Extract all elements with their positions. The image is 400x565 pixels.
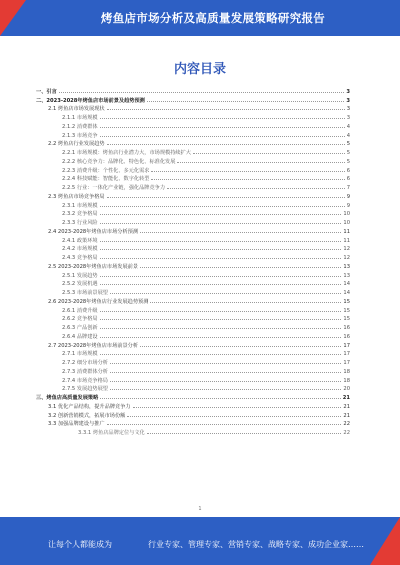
toc-entry-label: 2.4 2023-2028年烤鱼店市场分析预测 <box>48 228 139 235</box>
toc-entry[interactable] <box>36 349 350 358</box>
toc-entry[interactable] <box>36 287 350 296</box>
footer-roles: 行业专家、管理专家、营销专家、战略专家、成功企业家…… <box>148 540 364 549</box>
toc-dot-leader <box>140 232 341 233</box>
toc-dot-leader <box>100 337 342 338</box>
toc-dot-leader <box>100 206 345 207</box>
toc-entry-label: 3.3 加强品牌建设与推广 <box>48 421 105 428</box>
toc-entry-page: 22 <box>343 421 350 428</box>
toc-dot-leader <box>140 267 341 268</box>
footer-slogan: 让每个人都能成为 <box>48 540 112 549</box>
toc-entry[interactable] <box>36 384 350 393</box>
toc-entry-label: 3.2 创新营销模式，拓展市场份额 <box>48 412 126 419</box>
toc-dot-leader <box>147 101 345 102</box>
toc-dot-leader <box>193 153 345 154</box>
toc-entry-label: 二、2023-2028年烤鱼店市场前景及趋势预测 <box>36 97 145 104</box>
toc-dot-leader <box>100 276 342 277</box>
toc-entry[interactable] <box>36 182 350 191</box>
toc-dot-leader <box>177 162 344 163</box>
toc-entry-label: 2.5 2023-2028年烤鱼店市场发展前景 <box>48 263 139 270</box>
page-footer <box>0 517 400 565</box>
toc-entry[interactable] <box>36 156 350 165</box>
toc-entry[interactable] <box>36 130 350 139</box>
toc-entry[interactable] <box>36 366 350 375</box>
toc-entry[interactable] <box>36 252 350 261</box>
toc-dot-leader <box>107 144 345 145</box>
toc-dot-leader <box>107 424 342 425</box>
toc-entry-label: 2.7.3 消费群体分析 <box>62 368 108 375</box>
toc-entry[interactable] <box>36 375 350 384</box>
toc-entry-page: 16 <box>343 333 350 340</box>
toc-entry-page: 21 <box>343 403 350 410</box>
toc-entry-label: 2.3.3 行业风险 <box>62 220 98 226</box>
toc-entry[interactable] <box>36 427 350 436</box>
toc-entry-label: 2.4.3 竞争格局 <box>62 255 98 261</box>
toc-entry[interactable] <box>36 165 350 174</box>
toc-entry[interactable] <box>36 104 350 113</box>
toc-entry-page: 9 <box>346 193 350 200</box>
toc-dot-leader <box>100 136 345 137</box>
toc-entry-page: 13 <box>343 263 350 270</box>
toc-entry-label: 一、引言 <box>36 88 57 95</box>
toc-dot-leader <box>100 354 342 355</box>
toc-dot-leader <box>100 118 345 119</box>
toc-dot-leader <box>151 171 344 172</box>
toc-entry[interactable] <box>36 226 350 235</box>
toc-entry-page: 21 <box>343 412 350 419</box>
toc-entry-page: 13 <box>343 272 350 279</box>
toc-entry-page: 3 <box>346 106 350 113</box>
toc-dot-leader <box>110 372 341 373</box>
toc-entry-label: 2.6 2023-2028年烤鱼店行业发展趋势预测 <box>48 298 149 305</box>
toc-entry-label: 2.7.1 市场规模 <box>62 351 98 358</box>
toc-entry[interactable] <box>36 147 350 156</box>
toc-entry-label: 2.7 2023-2028年烤鱼店市场前景分析 <box>48 342 139 349</box>
toc-entry-label: 2.2.2 核心竞争力：品牌化、特色化、标准化发展 <box>62 158 176 165</box>
toc-entry[interactable] <box>36 279 350 288</box>
toc-entry-page: 5 <box>346 141 350 148</box>
toc-entry[interactable] <box>36 244 350 253</box>
toc-entry[interactable] <box>36 200 350 209</box>
toc-entry-page: 14 <box>343 281 350 288</box>
toc-dot-leader <box>140 346 341 347</box>
toc-entry-label: 2.1.3 市场竞争 <box>62 132 98 139</box>
toc-entry[interactable] <box>36 95 350 104</box>
toc-dot-leader <box>110 381 341 382</box>
toc-entry-page: 6 <box>346 167 350 174</box>
toc-entry-page: 17 <box>343 351 350 358</box>
toc-entry[interactable] <box>36 296 350 305</box>
toc-dot-leader <box>100 284 342 285</box>
toc-entry-page: 18 <box>343 368 350 375</box>
toc-entry-page: 18 <box>343 377 350 384</box>
toc-entry-page: 16 <box>343 325 350 331</box>
toc-dot-leader <box>59 92 345 93</box>
toc-entry-page: 22 <box>343 430 350 436</box>
toc-dot-leader <box>107 197 345 198</box>
toc-entry-page: 5 <box>346 150 350 156</box>
toc-entry-page: 4 <box>346 132 350 139</box>
toc-entry-label: 2.2.5 行业：一体化产业链，强化品牌竞争力 <box>62 185 166 191</box>
toc-dot-leader <box>167 188 345 189</box>
toc-dot-leader <box>110 389 341 390</box>
toc-entry-label: 2.1 烤鱼店市场发展现状 <box>48 106 105 113</box>
toc-entry-label: 2.6.1 消费升级 <box>62 307 98 314</box>
toc-dot-leader <box>100 214 342 215</box>
toc-entry-page: 7 <box>346 185 350 191</box>
toc-dot-leader <box>100 258 342 259</box>
toc-entry-label: 2.3 烤鱼店市场竞争格局 <box>48 193 105 200</box>
toc-entry-label: 2.4.1 政策环境 <box>62 237 98 244</box>
toc-entry[interactable] <box>36 340 350 349</box>
toc-entry-label: 三、烤鱼店高质量发展策略 <box>36 395 99 401</box>
toc-entry[interactable] <box>36 322 350 331</box>
toc-dot-leader <box>100 127 345 128</box>
toc-entry-label: 2.6.3 产品创新 <box>62 325 98 331</box>
toc-entry-label: 2.7.5 发展趋势展望 <box>62 386 108 393</box>
toc-entry[interactable] <box>36 209 350 218</box>
toc-dot-leader <box>100 319 342 320</box>
toc-heading: 内容目录 <box>173 62 226 77</box>
toc-entry-label: 2.6.4 品牌建设 <box>62 333 98 340</box>
toc-entry[interactable] <box>36 217 350 226</box>
toc-entry-page: 10 <box>343 211 350 218</box>
toc-entry-page: 3 <box>346 97 350 104</box>
toc-entry[interactable] <box>36 235 350 244</box>
toc-entry[interactable] <box>36 174 350 183</box>
toc-dot-leader <box>147 433 342 434</box>
toc-entry[interactable] <box>36 261 350 270</box>
toc-entry-label: 2.3.1 市场规模 <box>62 202 98 209</box>
toc-dot-leader <box>100 398 341 399</box>
toc-entry-page: 11 <box>343 237 350 244</box>
toc-entry[interactable] <box>36 331 350 340</box>
toc-entry[interactable] <box>36 121 350 130</box>
toc-dot-leader <box>150 302 341 303</box>
toc-dot-leader <box>100 311 342 312</box>
toc-dot-leader <box>110 293 341 294</box>
toc-entry-page: 10 <box>343 220 350 226</box>
header-red-triangle <box>0 0 26 36</box>
toc-entry-page: 6 <box>346 176 350 183</box>
toc-entry-page: 3 <box>346 115 350 121</box>
toc-entry[interactable] <box>36 314 350 323</box>
toc-entry-label: 2.7.2 细分市场分析 <box>62 360 108 366</box>
toc-dot-leader <box>110 363 341 364</box>
toc-entry-label: 3.1 优化产品结构，提升品牌竞争力 <box>48 403 131 410</box>
toc-entry-page: 5 <box>346 158 350 165</box>
toc-entry-page: 15 <box>343 316 350 323</box>
toc-entry-page: 12 <box>343 255 350 261</box>
report-title: 烤鱼店市场分析及高质量发展策略研究报告 <box>100 11 326 25</box>
toc-entry-page: 11 <box>343 228 350 235</box>
toc-entry-label: 2.3.2 竞争格局 <box>62 211 98 218</box>
toc-entry-label: 2.5.3 市场前景展望 <box>62 290 108 296</box>
footer-red-triangle <box>370 517 400 565</box>
toc-entry-label: 3.3.1 烤鱼店品牌定位与文化 <box>78 430 145 436</box>
toc-dot-leader <box>151 179 344 180</box>
toc-entry[interactable] <box>36 410 350 419</box>
toc-entry-page: 14 <box>343 290 350 296</box>
toc-entry-page: 15 <box>343 307 350 314</box>
toc-entry-label: 2.2.1 市场规模：烤鱼店行业潜力大，市场规模持续扩大 <box>62 150 191 156</box>
page-header <box>0 0 400 36</box>
toc-entry-label: 2.1.2 消费群体 <box>62 123 98 130</box>
toc-entry-page: 17 <box>343 360 350 366</box>
toc-entry-page: 3 <box>346 88 350 95</box>
page-number: 1 <box>198 506 202 512</box>
table-of-contents <box>36 86 350 436</box>
toc-entry-page: 15 <box>343 298 350 305</box>
toc-dot-leader <box>107 109 345 110</box>
toc-entry-page: 21 <box>342 395 350 401</box>
toc-dot-leader <box>133 407 342 408</box>
toc-entry[interactable] <box>36 191 350 200</box>
toc-entry-label: 2.5.2 发展机遇 <box>62 281 98 288</box>
toc-entry[interactable] <box>36 419 350 428</box>
toc-dot-leader <box>100 241 342 242</box>
toc-entry-page: 9 <box>346 202 350 209</box>
toc-entry-label: 2.2 烤鱼店行业发展趋势 <box>48 141 105 148</box>
toc-entry[interactable] <box>36 392 350 401</box>
toc-entry[interactable] <box>36 112 350 121</box>
toc-entry-page: 20 <box>343 386 350 393</box>
toc-dot-leader <box>100 328 342 329</box>
toc-dot-leader <box>127 416 341 417</box>
toc-entry-label: 2.2.3 消费升级：个性化、多元化需求 <box>62 167 150 174</box>
toc-entry[interactable] <box>36 270 350 279</box>
toc-entry-label: 2.5.1 发展趋势 <box>62 272 98 279</box>
toc-dot-leader <box>100 249 342 250</box>
toc-entry-label: 2.2.4 科技赋能：智能化、数字化转型 <box>62 176 150 183</box>
toc-entry-page: 4 <box>346 123 350 130</box>
toc-entry[interactable] <box>36 305 350 314</box>
toc-entry[interactable] <box>36 86 350 95</box>
toc-entry-label: 2.6.2 竞争格局 <box>62 316 98 323</box>
toc-entry-page: 12 <box>343 246 350 253</box>
toc-entry[interactable] <box>36 401 350 410</box>
toc-entry[interactable] <box>36 139 350 148</box>
toc-entry[interactable] <box>36 357 350 366</box>
toc-entry-label: 2.1.1 市场规模 <box>62 115 98 121</box>
toc-entry-label: 2.7.4 市场竞争格局 <box>62 377 108 384</box>
toc-entry-page: 17 <box>343 342 350 349</box>
toc-dot-leader <box>100 223 342 224</box>
toc-entry-label: 2.4.2 市场规模 <box>62 246 98 253</box>
